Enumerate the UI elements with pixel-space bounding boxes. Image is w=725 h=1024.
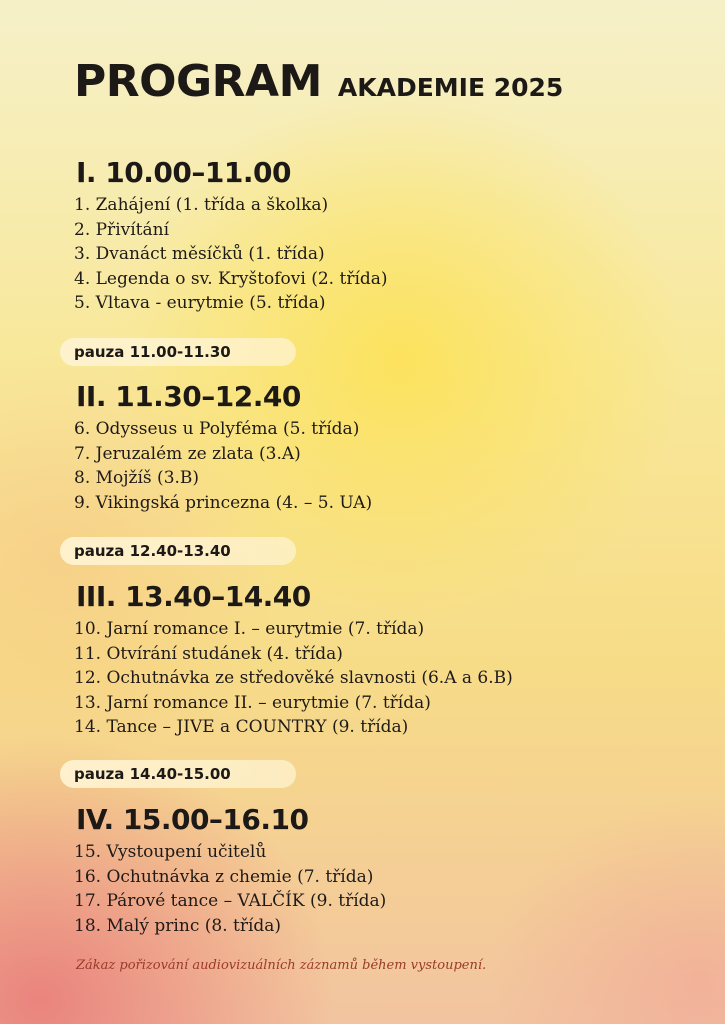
section-heading: II. 11.30–12.40 bbox=[76, 380, 301, 413]
program-section-1 bbox=[74, 156, 388, 316]
program-item: 10. Jarní romance I. – eurytmie (7. třída) bbox=[74, 619, 425, 639]
program-section-2 bbox=[74, 380, 372, 515]
program-item: 12. Ochutnávka ze středověké slavnosti (6.A a 6.B) bbox=[74, 668, 513, 688]
program-section-3 bbox=[74, 580, 513, 740]
program-section-4 bbox=[74, 803, 386, 938]
pause-badge: pauza 14.40-15.00 bbox=[60, 760, 296, 788]
program-item: 4. Legenda o sv. Kryštofovi (2. třída) bbox=[74, 268, 388, 289]
program-item: 8. Mojžíš (3.B) bbox=[74, 468, 200, 488]
recording-notice: Zákaz pořizování audiovizuálních záznamů během vystoupení. bbox=[76, 958, 487, 973]
pause-badge: pauza 12.40-13.40 bbox=[60, 537, 296, 565]
section-heading: IV. 15.00–16.10 bbox=[76, 803, 309, 836]
program-item: 17. Párové tance – VALČÍK (9. třída) bbox=[74, 891, 387, 911]
program-item: 5. Vltava - eurytmie (5. třída) bbox=[74, 293, 326, 313]
program-item: 7. Jeruzalém ze zlata (3.A) bbox=[74, 443, 301, 464]
program-item: 6. Odysseus u Polyféma (5. třída) bbox=[74, 419, 360, 439]
title-akademie: AKADEMIE 2025 bbox=[337, 73, 564, 102]
page-title bbox=[74, 56, 563, 107]
section-heading: I. 10.00–11.00 bbox=[76, 156, 291, 189]
title-program: PROGRAM bbox=[74, 56, 322, 107]
program-item: 1. Zahájení (1. třída a školka) bbox=[74, 195, 329, 215]
program-item: 2. Přivítání bbox=[74, 219, 170, 240]
section-heading: III. 13.40–14.40 bbox=[76, 580, 311, 613]
program-item: 15. Vystoupení učitelů bbox=[74, 842, 267, 862]
program-item: 14. Tance – JIVE a COUNTRY (9. třída) bbox=[74, 717, 409, 737]
program-item: 9. Vikingská princezna (4. – 5. UA) bbox=[74, 492, 373, 513]
program-item: 18. Malý princ (8. třída) bbox=[74, 915, 282, 936]
program-item: 3. Dvanáct měsíčků (1. třída) bbox=[74, 244, 325, 264]
program-item: 11. Otvírání studánek (4. třída) bbox=[74, 643, 343, 664]
program-item: 13. Jarní romance II. – eurytmie (7. třída) bbox=[74, 692, 431, 713]
program-item: 16. Ochutnávka z chemie (7. třída) bbox=[74, 866, 374, 887]
pause-badge: pauza 11.00-11.30 bbox=[60, 338, 296, 366]
